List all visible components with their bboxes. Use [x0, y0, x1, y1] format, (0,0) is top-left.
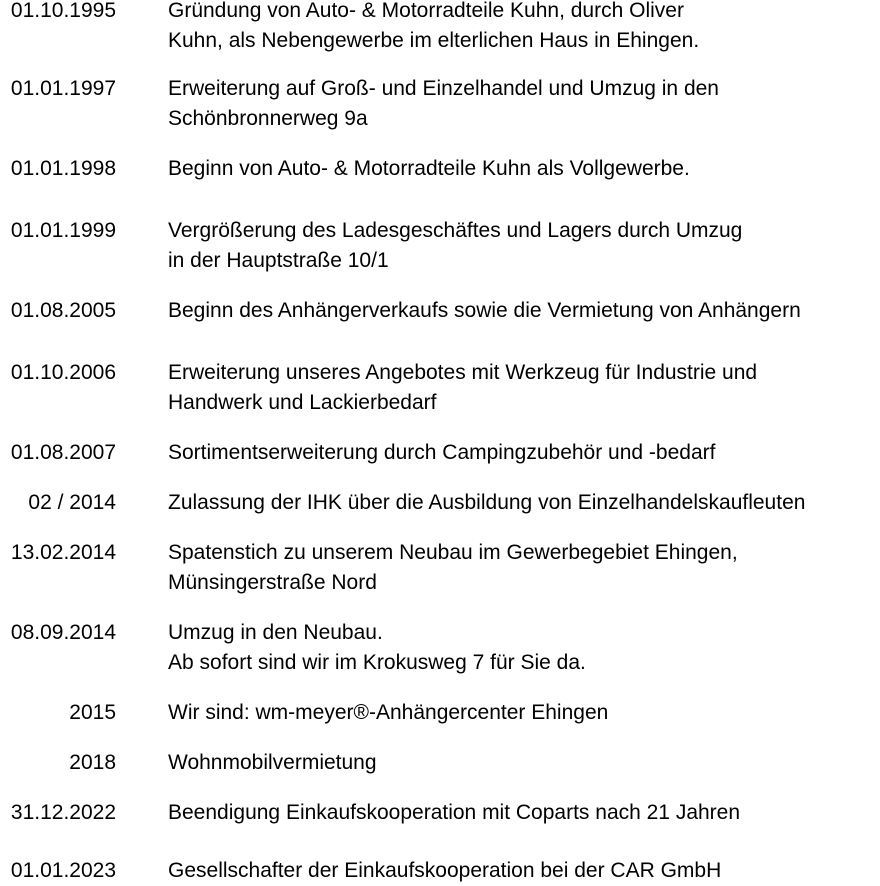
description-line: Vergrößerung des Ladesgeschäftes und Lagers durch Umzug — [168, 219, 743, 242]
entry-date: 01.01.1998 — [10, 157, 116, 180]
entry-date: 13.02.2014 — [10, 541, 116, 564]
description-line: Wir sind: wm-meyer®-Anhängercenter Ehingen — [168, 701, 609, 724]
description-line: Umzug in den Neubau. — [168, 621, 383, 644]
description-line: Sortimentserweiterung durch Campingzubehör und -bedarf — [168, 441, 716, 464]
entry-date: 01.10.2006 — [10, 361, 116, 384]
entry-date: 31.12.2022 — [10, 801, 116, 824]
entry-date: 01.01.2023 — [10, 859, 116, 882]
entry-description — [168, 538, 880, 598]
entry-date: 02 / 2014 — [28, 491, 116, 514]
description-line: Spatenstich zu unserem Neubau im Gewerbegebiet Ehingen, — [168, 541, 738, 564]
entry-description — [168, 488, 880, 518]
entry-description — [168, 216, 880, 276]
entry-date: 01.08.2005 — [10, 299, 116, 322]
description-line: Kuhn, als Nebengewerbe im elterlichen Haus in Ehingen. — [168, 29, 700, 52]
entry-description — [168, 296, 880, 326]
entry-description — [168, 438, 880, 468]
description-line: Gesellschafter der Einkaufskooperation bei der CAR GmbH — [168, 859, 722, 882]
description-line: Handwerk und Lackierbedarf — [168, 391, 437, 414]
description-line: Ab sofort sind wir im Krokusweg 7 für Sie da. — [168, 651, 586, 674]
entry-date: 01.10.1995 — [10, 0, 116, 22]
entry-date: 2015 — [69, 701, 116, 724]
description-line: in der Hauptstraße 10/1 — [168, 249, 389, 272]
entry-description — [168, 856, 880, 886]
entry-description — [168, 358, 880, 418]
description-line: Zulassung der IHK über die Ausbildung von Einzelhandelskaufleuten — [168, 491, 806, 514]
entry-date: 01.01.1997 — [10, 77, 116, 100]
description-line: Beginn des Anhängerverkaufs sowie die Vermietung von Anhängern — [168, 299, 801, 322]
entry-description — [168, 154, 880, 184]
entry-date: 2018 — [69, 751, 116, 774]
entry-description — [168, 698, 880, 728]
entry-description — [168, 798, 880, 828]
entry-description — [168, 618, 880, 678]
description-line: Schönbronnerweg 9a — [168, 107, 368, 130]
entry-description — [168, 748, 880, 778]
entry-date: 08.09.2014 — [10, 621, 116, 644]
description-line: Beendigung Einkaufskooperation mit Coparts nach 21 Jahren — [168, 801, 741, 824]
entry-description — [168, 74, 880, 134]
description-line: Erweiterung unseres Angebotes mit Werkzeug für Industrie und — [168, 361, 758, 384]
entry-description — [168, 0, 880, 56]
description-line: Münsingerstraße Nord — [168, 571, 377, 594]
description-line: Gründung von Auto- & Motorradteile Kuhn, durch Oliver — [168, 0, 684, 22]
description-line: Beginn von Auto- & Motorradteile Kuhn als Vollgewerbe. — [168, 157, 690, 180]
description-line: Wohnmobilvermietung — [168, 751, 377, 774]
entry-date: 01.01.1999 — [10, 219, 116, 242]
entry-date: 01.08.2007 — [10, 441, 116, 464]
description-line: Erweiterung auf Groß- und Einzelhandel und Umzug in den — [168, 77, 719, 100]
